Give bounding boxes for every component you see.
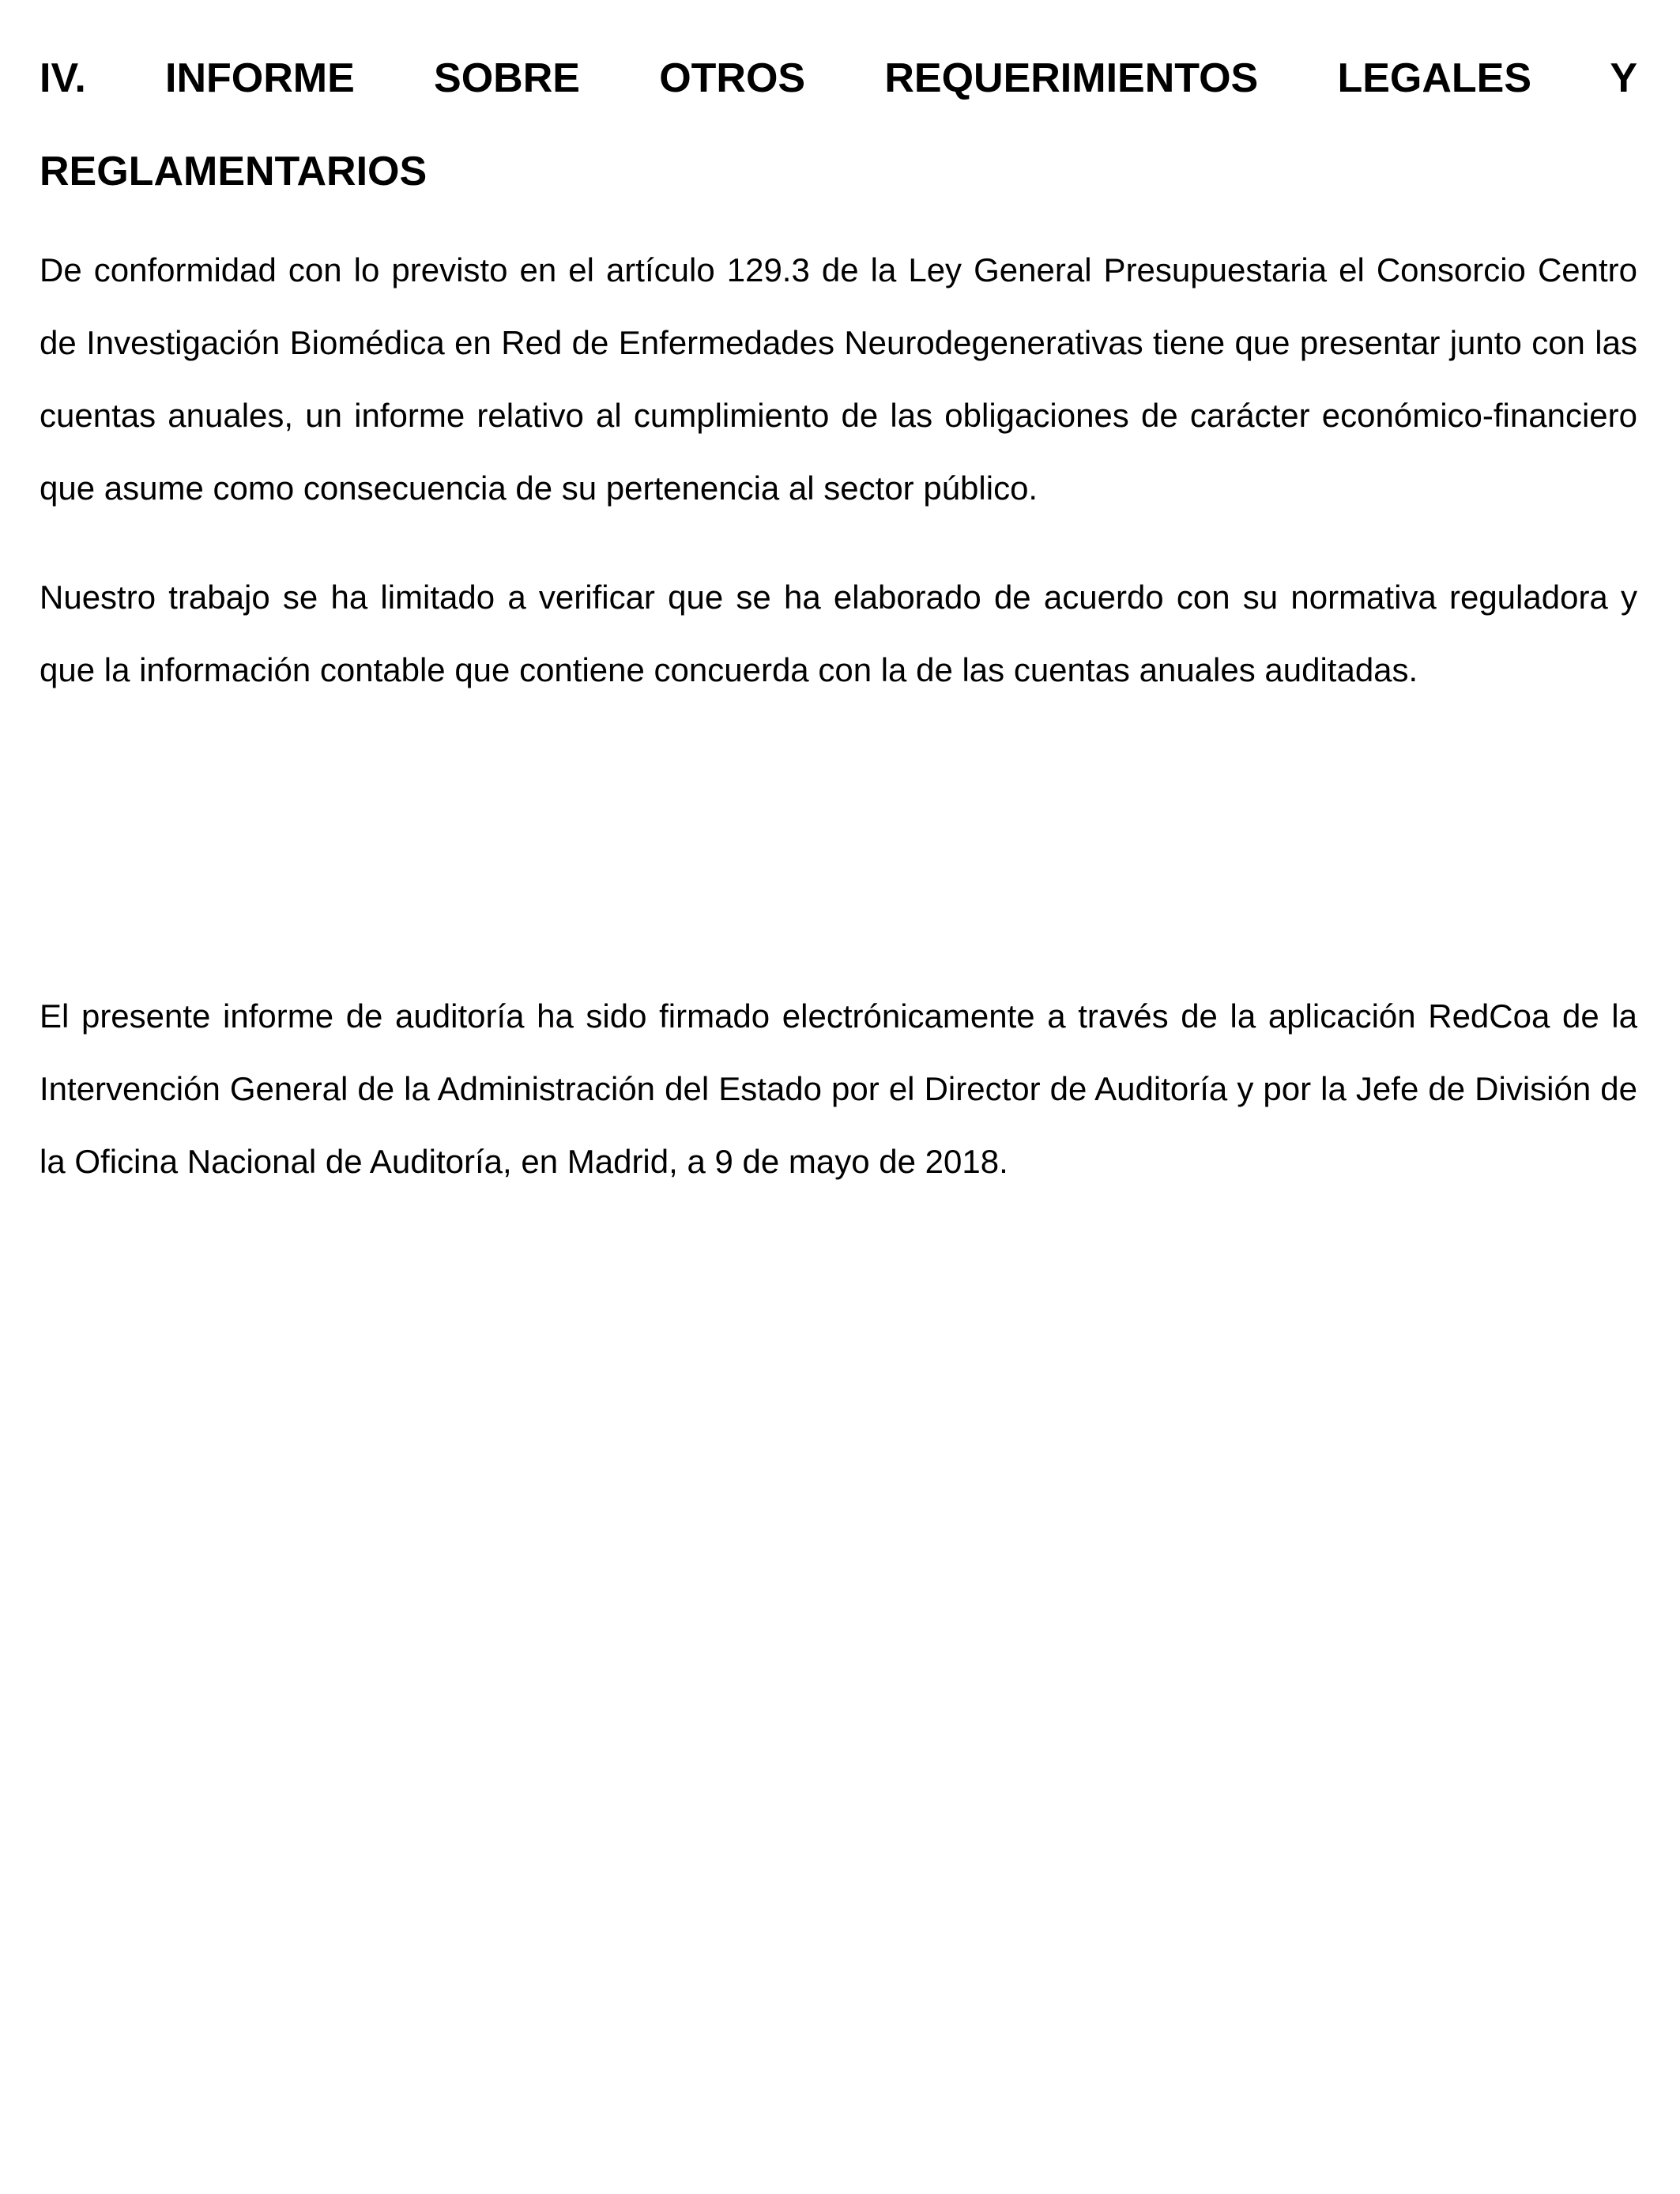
- section-heading-continued: REGLAMENTARIOS: [40, 149, 428, 194]
- blank-space: [40, 743, 1637, 980]
- paragraph-electronic-signature: El presente informe de auditoría ha sido firmado electrónicamente a través de la aplicación RedCoa de la Intervención General de la Administración del Estado por el Director de Auditoría y por la Jefe de División de la Oficina Nacional de Auditoría, en Madrid, a 9 de mayo de 2018.: [40, 997, 1637, 1180]
- section-heading: IV. INFORME SOBRE OTROS REQUERIMIENTOS LEGALES Y: [40, 55, 1637, 101]
- paragraph-legal-requirement: De conformidad con lo previsto en el artículo 129.3 de la Ley General Presupuestaria el Consorcio Centro de Investigación Biomédica en Red de Enfermedades Neurodegenerativas tiene que presentar junto con las cuentas anuales, un informe relativo al cumplimiento de las obligaciones de carácter económico-financiero que asume como consecuencia de su pertenencia al sector público.: [40, 251, 1637, 507]
- paragraph-scope-of-work: Nuestro trabajo se ha limitado a verificar que se ha elaborado de acuerdo con su normativa reguladora y que la información contable que contiene concuerda con la de las cuentas anuales auditadas.: [40, 579, 1637, 688]
- document-page: [40, 32, 1637, 1235]
